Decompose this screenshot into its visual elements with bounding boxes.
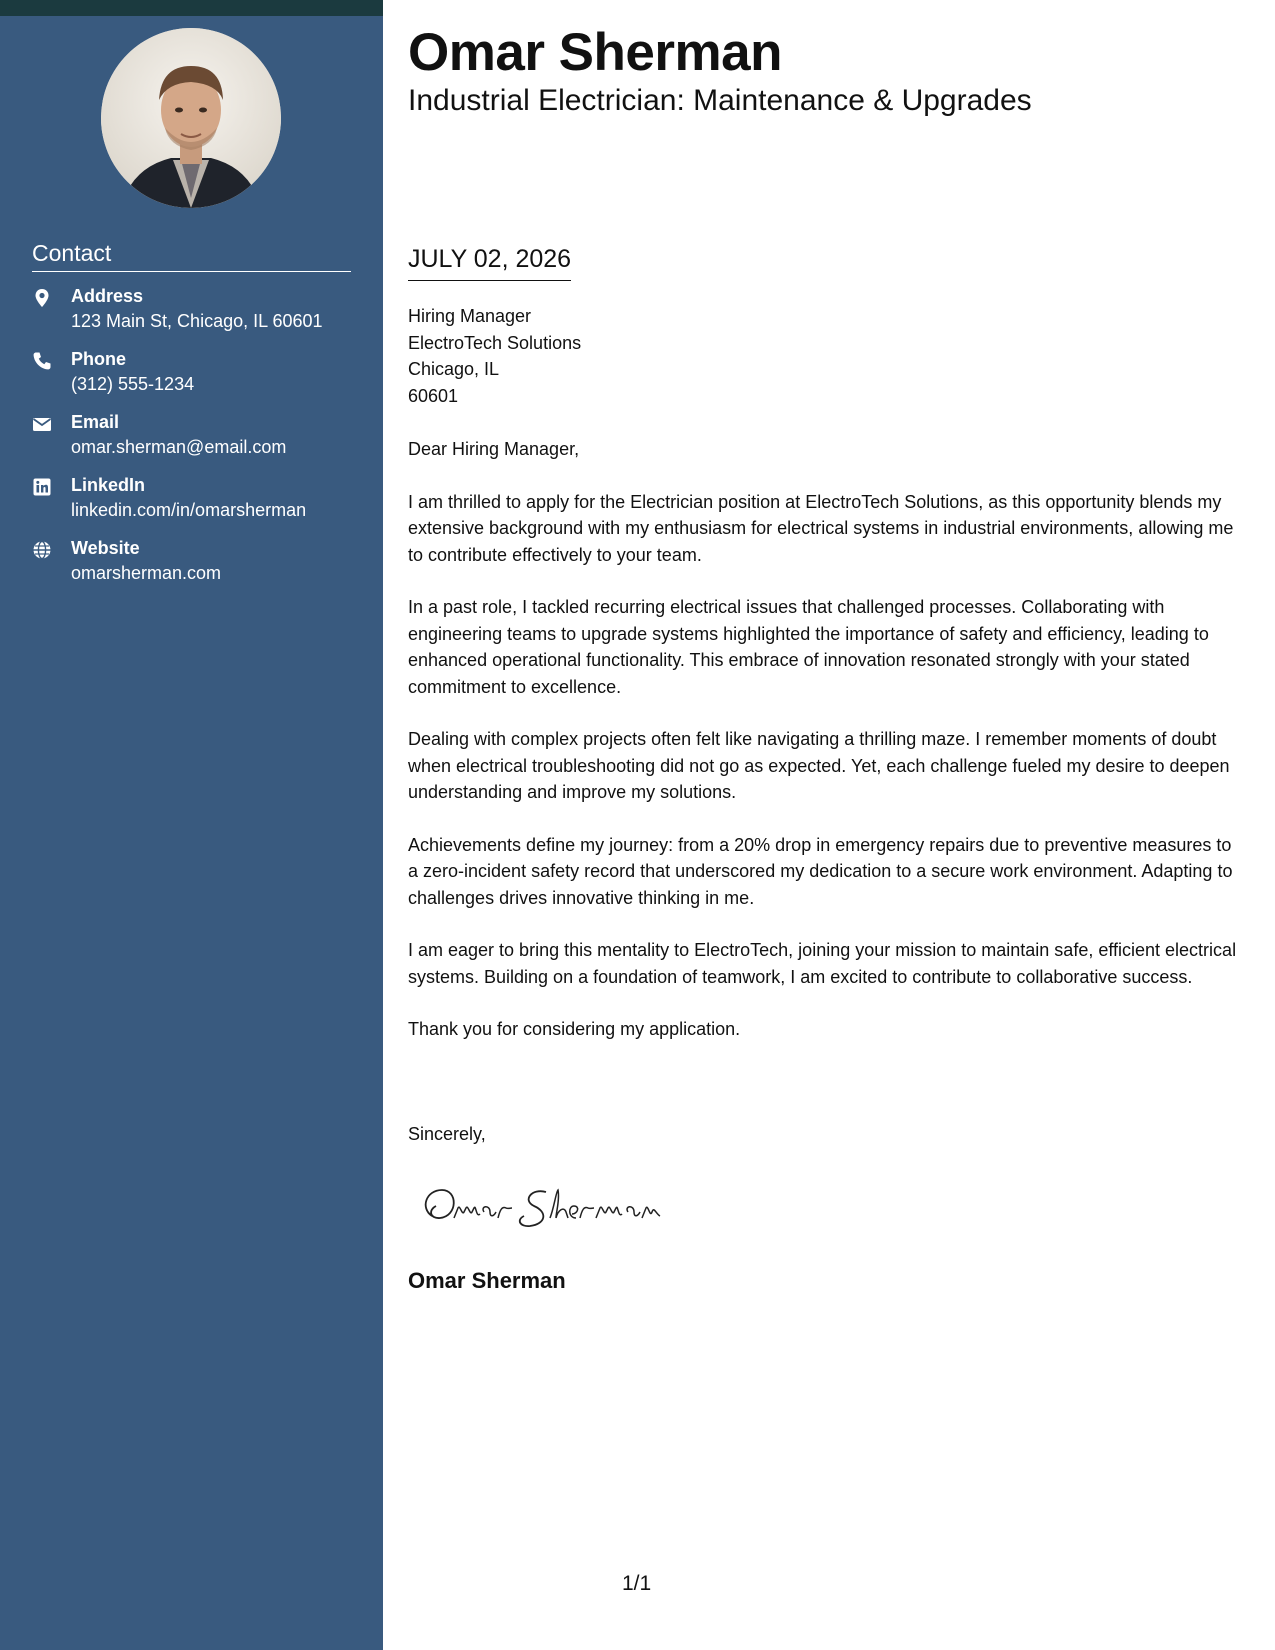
body-paragraph: Dealing with complex projects often felt like navigating a thrilling maze. I remember moments of doubt when electrical troubleshooting did not go as expected. Yet, each challenge fueled my desire to deepen understanding and improve my solutions.: [408, 729, 1230, 802]
contact-label: Website: [71, 538, 140, 558]
contact-value: omarsherman.com: [71, 563, 222, 583]
contact-value: omar.sherman@email.com: [71, 437, 287, 457]
letter-date: JULY 02, 2026: [408, 245, 571, 281]
closing: Sincerely,: [408, 1124, 486, 1144]
applicant-name: Omar Sherman: [408, 23, 782, 82]
contact-label: Phone: [71, 349, 127, 369]
phone-icon: [32, 351, 52, 371]
body-paragraph: Thank you for considering my application.: [408, 1019, 741, 1039]
contact-value: linkedin.com/in/omarsherman: [71, 500, 307, 520]
contact-value: 123 Main St, Chicago, IL 60601: [71, 311, 323, 331]
envelope-icon: [32, 414, 52, 434]
body-paragraph: I am eager to bring this mentality to ElectroTech, joining your mission to maintain safe, efficient electrical systems. Building on a foundation of teamwork, I am excited to contribute to collaborative success.: [408, 940, 1237, 987]
sidebar: [0, 0, 383, 1650]
body-paragraph: I am thrilled to apply for the Electrician position at ElectroTech Solutions, as this opportunity blends my extensive background with my enthusiasm for electrical systems in industrial environments, allowing me to contribute effectively to your team.: [408, 491, 1234, 565]
avatar: [101, 28, 281, 208]
contact-heading: Contact: [32, 240, 351, 272]
contact-label: LinkedIn: [71, 475, 146, 495]
recipient-line: Chicago, IL: [408, 359, 500, 379]
salutation: Dear Hiring Manager,: [408, 439, 580, 459]
recipient-line: ElectroTech Solutions: [408, 332, 582, 353]
body-paragraph: In a past role, I tackled recurring electrical issues that challenged processes. Collaborating with engineering teams to upgrade systems highlighted the importance of safety and efficiency, leading to enhanced operational functionality. This embrace of innovation resonated strongly with your stated commitment to excellence.: [408, 597, 1209, 697]
contact-value: (312) 555-1234: [71, 374, 195, 394]
job-headline: Industrial Electrician: Maintenance & Upgrades: [408, 84, 1032, 117]
linkedin-icon: [32, 477, 52, 497]
globe-icon: [32, 540, 52, 560]
signature-image: [418, 1178, 678, 1238]
letter-body: [408, 436, 1243, 1069]
contact-label: Address: [71, 286, 144, 306]
recipient-line: Hiring Manager: [408, 306, 532, 326]
map-pin-icon: [32, 288, 52, 308]
sidebar-top-bar: [0, 0, 383, 16]
page-number: 1/1: [622, 1572, 652, 1595]
recipient-block: [408, 303, 581, 409]
body-paragraph: Achievements define my journey: from a 20% drop in emergency repairs due to preventive measures to a zero-incident safety record that underscored my dedication to a secure work environment. Adapting to challenges drives innovative thinking in me.: [408, 834, 1233, 908]
signed-name: Omar Sherman: [408, 1268, 566, 1293]
contact-label: Email: [71, 412, 120, 432]
recipient-line: 60601: [408, 385, 459, 406]
